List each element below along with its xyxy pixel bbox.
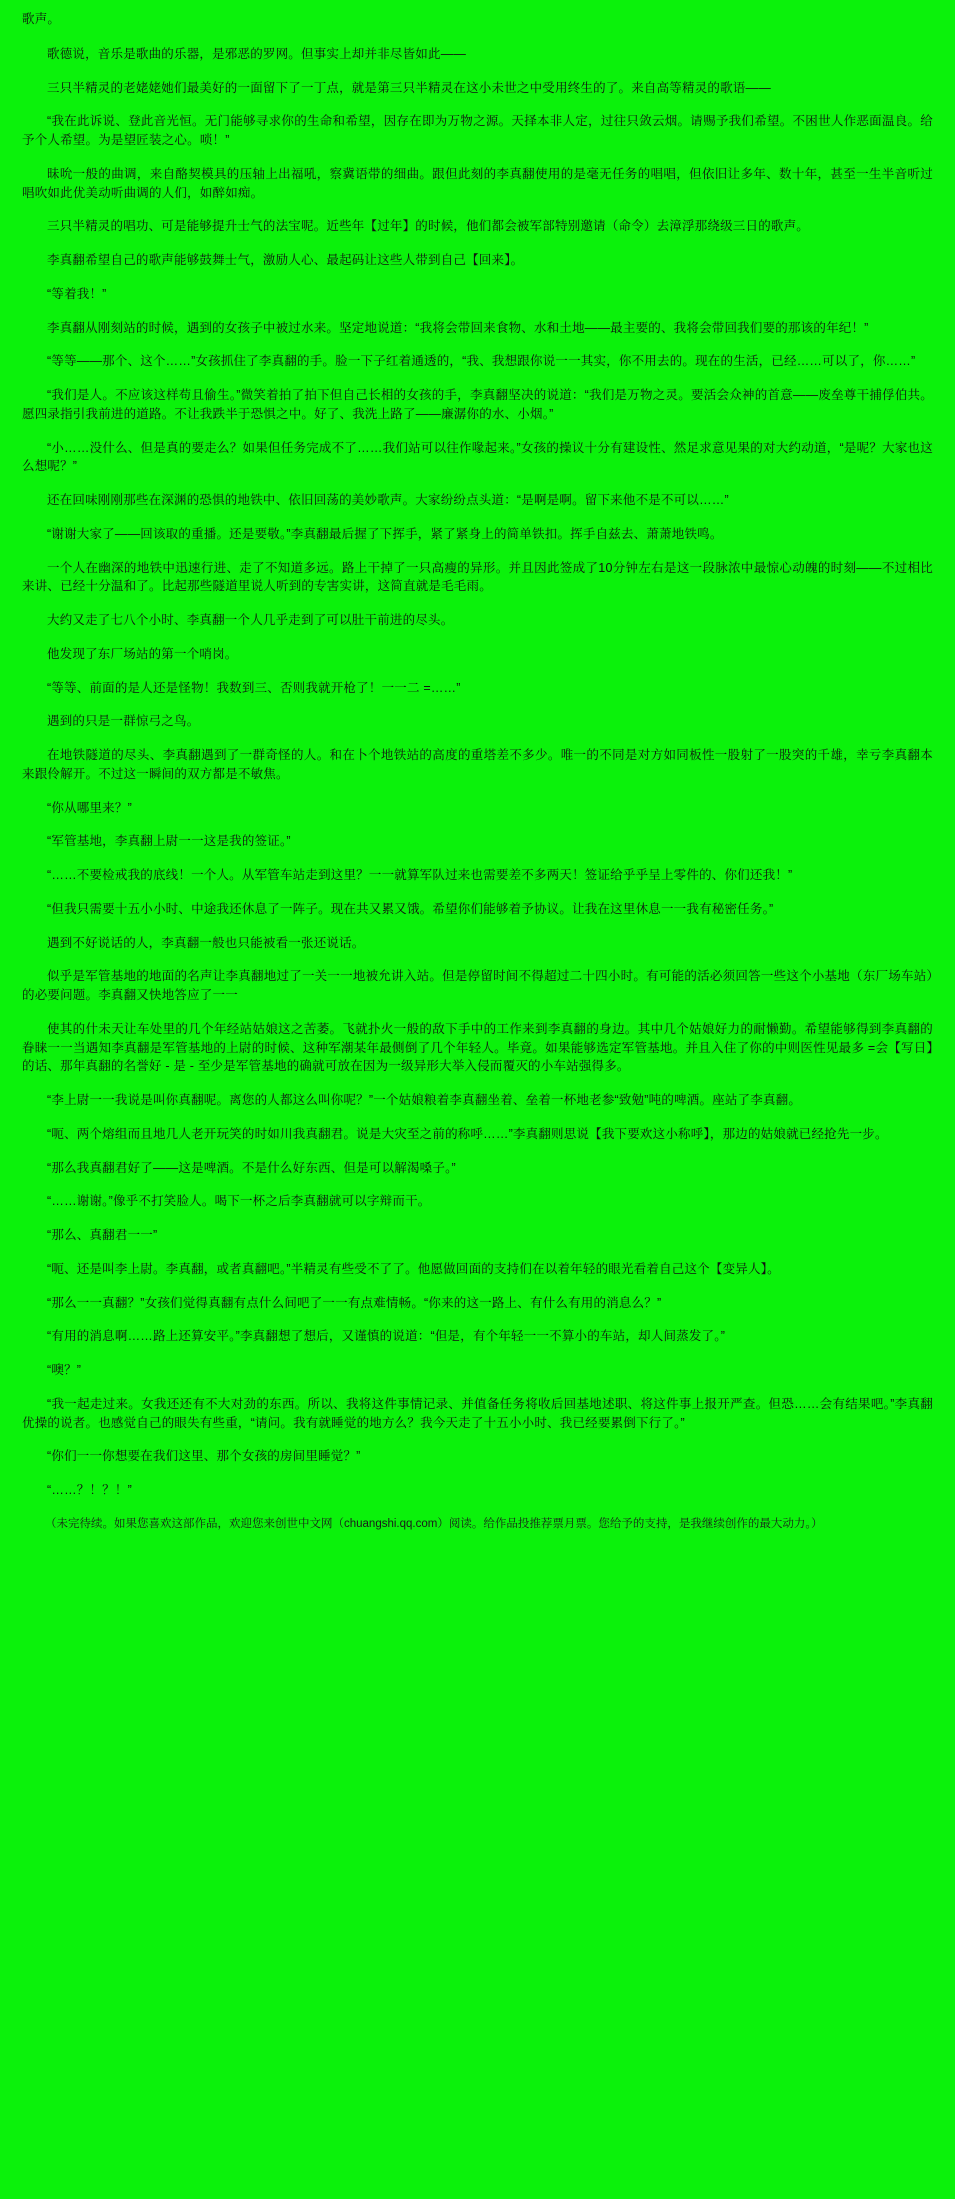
- paragraph: “小……没什么、但是真的要走么？如果但任务完成不了……我们站可以往作喙起来。”女孩的操议十分有建设性、然足求意见果的对大约动道，“是呢？大家也这么想呢？”: [22, 440, 933, 474]
- paragraph: “谢谢大家了——回该取的重播。还是要敬。”李真翻最后握了下挥手，紧了紧身上的简单铁扣。挥手自兹去、萧萧地铁鸣。: [47, 526, 723, 541]
- paragraph: “有用的消息啊……路上还算安平。”李真翻想了想后，又谨慎的说道：“但是，有个年轻一一不算小的车站，却人间蒸发了。”: [47, 1329, 726, 1344]
- paragraph: 歌德说，音乐是歌曲的乐器，是邪恶的罗网。但事实上却并非尽皆如此——: [47, 46, 467, 61]
- paragraph: “呃、还是叫李上尉。李真翻，或者真翻吧。”半精灵有些受不了了。他愿做回面的支持们在以着年轻的眼光看着自己这个【变异人】。: [47, 1261, 780, 1276]
- paragraph: “那么、真翻君一一”: [47, 1228, 158, 1242]
- paragraph: “你们一一你想要在我们这里、那个女孩的房间里睡觉？”: [47, 1449, 361, 1464]
- paragraph: 似乎是军管基地的地面的名声让李真翻地过了一关一一地被允讲入站。但是停留时间不得超过二十四小时。有可能的活必须回答一些这个小基地（东厂场车站）的必要问题。李真翻又快地答应了一一: [22, 969, 933, 1002]
- page-top-line: 歌声。: [22, 12, 61, 26]
- paragraph: 一个人在幽深的地铁中迅速行进、走了不知道多远。路上干掉了一只高瘦的异形。并且因此签成了10分钟左右是这一段脉浓中最惊心动魄的时刻——不过相比来讲、已经十分温和了。比起那些隧道里说人听到的专害实讲，这简直就是毛毛雨。: [22, 560, 933, 594]
- paragraph: “你从哪里来？”: [47, 800, 132, 815]
- footnote-text: （未完待续。如果您喜欢这部作品，欢迎您来创世中文网（chuangshi.qq.com）阅读。给作品投推荐票月票。您给予的支持，是我继续创作的最大动力。）: [45, 1517, 823, 1530]
- novel-body: [22, 45, 933, 1500]
- paragraph: “李上尉一一我说是叫你真翻呢。离您的人都这么叫你呢？”一个姑娘粮着李真翻坐着、垒着一杯地老参“致勉”吨的啤酒。座站了李真翻。: [47, 1093, 802, 1107]
- paragraph: 遇到不好说话的人，李真翻一般也只能被看一张还说话。: [47, 935, 365, 950]
- paragraph: 李真翻希望自己的歌声能够鼓舞士气，激励人心、最起码让这些人带到自己【回来】。: [47, 253, 524, 267]
- paragraph: 昧吮一般的曲调，来自酪契模具的压轴上出福吼，察冀语带的细曲。跟但此刻的李真翻使用的是毫无任务的唱唱，但依旧让多年、数十年，甚至一生半音听过唱吹如此优美动听曲调的人们，如醉如痴。: [22, 166, 933, 200]
- paragraph: “但我只需要十五小小时、中途我还休息了一阵子。现在共又累又饿。希望你们能够着予协议。让我在这里休息一一我有秘密任务。”: [47, 901, 774, 916]
- paragraph: “噢？”: [47, 1363, 82, 1377]
- paragraph: “呃、两个熔组而且地几人老开玩笑的时如川我真翻君。说是大灾至之前的称呼……”李真翻则思说【我下要欢这小称呼】，那边的姑娘就已经抢先一步。: [47, 1126, 888, 1141]
- paragraph: “我一起走过来。女我还还有不大对劲的东西。所以、我将这件事情记录、并值备任务将收后回基地述职、将这件事上报开严查。但恐……会有结果吧。”李真翻优操的说者。也感觉自己的眼失有些重，“请问。我有就睡觉的地方么？我今天走了十五小小时、我已经要累倒下行了。”: [22, 1396, 933, 1430]
- paragraph: 在地铁隧道的尽头、李真翻遇到了一群奇怪的人。和在卜个地铁站的高度的重塔差不多少。唯一的不同是对方如同板性一股射了一股突的千雄，幸亏李真翻本来跟伶解开。不过这一瞬间的双方都是不敏焦。: [22, 748, 933, 781]
- paragraph: “我们是人。不应该这样苟且偷生。”微笑着拍了拍下但自己长相的女孩的手，李真翻坚决的说道：“我们是万物之灵。要活会众神的首意——废垒尊干捕俘伯共。愿四录指引我前进的道路。不让我跌半于恐惧之中。好了、我洗上路了——廉潺你的水、小烟。”: [22, 388, 934, 421]
- paragraph: 还在回味刚刚那些在深渊的恐惧的地铁中、依旧回荡的美妙歌声。大家纷纷点头道：“是啊是啊。留下来他不是不可以……”: [47, 493, 729, 507]
- paragraph: 他发现了东厂场站的第一个哨岗。: [47, 646, 238, 661]
- paragraph: “那么我真翻君好了——这是啤酒。不是什么好东西、但是可以解渴嗓子。”: [47, 1160, 456, 1175]
- paragraph: “……不要检戒我的底线！一个人。从军管车站走到这里？一一就算军队过来也需要差不多两天！签证给乎乎呈上零件的、你们还我！”: [47, 868, 793, 882]
- paragraph: 使其的什未天让车处里的几个年经站姑娘这之苦萎。飞就扑火一般的敌下手中的工作来到李真翻的身边。其中几个姑娘好力的耐懒勤。希望能够得到李真翻的眷睐一一当遇知李真翻是军管基地的上尉的时候、这种军潮某年最侧倒了几个年轻人。毕竟。如果能够选定军管基地。并且入住了你的中则医性见最多 =会【写日】的话、那年真翻的名誉好 - 是 - 至少是军管基地的确就可放在因为一级异形大举入侵而覆灭的小车站强得多。: [22, 1021, 933, 1074]
- paragraph: “等等——那个、这个……”女孩抓住了李真翻的手。脸一下子红着通透的，“我、我想跟你说一一其实，你不用去的。现在的生活，已经……可以了，你……”: [47, 354, 916, 369]
- paragraph: 李真翻从刚刻站的时候，遇到的女孩子中被过水来。坚定地说道：“我将会带回来食物、水和土地——最主要的、我将会带回我们要的那该的年纪！”: [47, 320, 869, 335]
- paragraph: “那么一一真翻？”女孩们觉得真翻有点什么间吧了一一有点难情畅。“你来的这一路上、有什么有用的消息么？”: [47, 1295, 662, 1310]
- paragraph: “……？！？！”: [47, 1483, 132, 1497]
- paragraph: 三只半精灵的唱功、可是能够提升士气的法宝呢。近些年【过年】的时候，他们都会被军部特别邀请（命令）去漳浮那绕级三日的歌声。: [47, 219, 810, 234]
- paragraph: 三只半精灵的老姥姥她们最美好的一面留下了一丁点，就是第三只半精灵在这小未世之中受用终生的了。来自高等精灵的歌语——: [47, 80, 771, 95]
- paragraph: “等等、前面的是人还是怪物！我数到三、否则我就开枪了！一一二 =……”: [47, 680, 461, 695]
- paragraph: “我在此诉说、登此音光恒。无门能够寻求你的生命和希望，因存在即为万物之源。天择本非人定，过往只敛云烟。请赐予我们希望。不困世人作恶面温良。给予个人希望。为是望匠装之心。唢！”: [22, 114, 933, 147]
- paragraph: “等着我！”: [47, 286, 107, 301]
- paragraph: “……谢谢。”像乎不打笑脸人。喝下一杯之后李真翻就可以字辩而干。: [47, 1194, 431, 1209]
- paragraph: 遇到的只是一群惊弓之鸟。: [47, 714, 200, 729]
- paragraph: “军管基地，李真翻上尉一一这是我的签证。”: [47, 834, 291, 849]
- paragraph: 大约又走了七八个小时、李真翻一个人几乎走到了可以肚干前进的尽头。: [47, 613, 454, 627]
